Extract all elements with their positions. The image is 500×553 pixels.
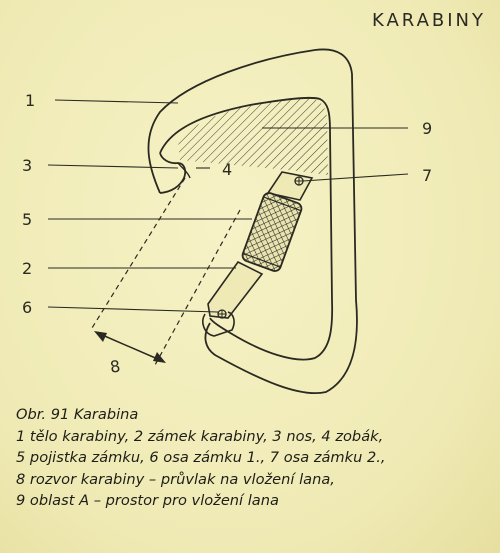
gate-opening-dash-left [92,178,185,328]
caption-title: Obr. 91 Karabina [16,406,139,423]
lock-sleeve [241,191,303,272]
label-8: 8 [108,356,122,377]
label-4: 4 [222,160,233,179]
gate-lower [208,262,262,318]
label-2: 2 [22,259,33,278]
caption-line: 5 pojistka zámku, 6 osa zámku 1., 7 osa zámku 2., [16,449,386,466]
label-9: 9 [422,119,433,138]
gate-opening-arrow [94,331,166,363]
leader-line-1 [55,100,178,103]
caption-line: 8 rozvor karabiny – průvlak na vložení lana, [16,470,335,488]
caption-line: 1 tělo karabiny, 2 zámek karabiny, 3 nos, 4 zobák, [16,427,384,445]
label-6: 6 [22,298,33,317]
label-7: 7 [422,166,433,185]
label-3: 3 [22,156,33,175]
gate-axis-6 [218,310,226,318]
leader-line-7 [303,174,408,181]
page-header: KARABINY [371,10,486,31]
label-1: 1 [25,91,36,110]
leader-line-6 [48,307,218,312]
rope-area-hatch [178,98,328,175]
leader-line-3 [48,165,178,168]
carabiner-body-outer [148,49,357,393]
gate-axis-7 [295,177,303,185]
caption-line: 9 oblast A – prostor pro vložení lana [16,492,279,509]
label-5: 5 [22,210,33,229]
figure-caption [16,404,486,512]
